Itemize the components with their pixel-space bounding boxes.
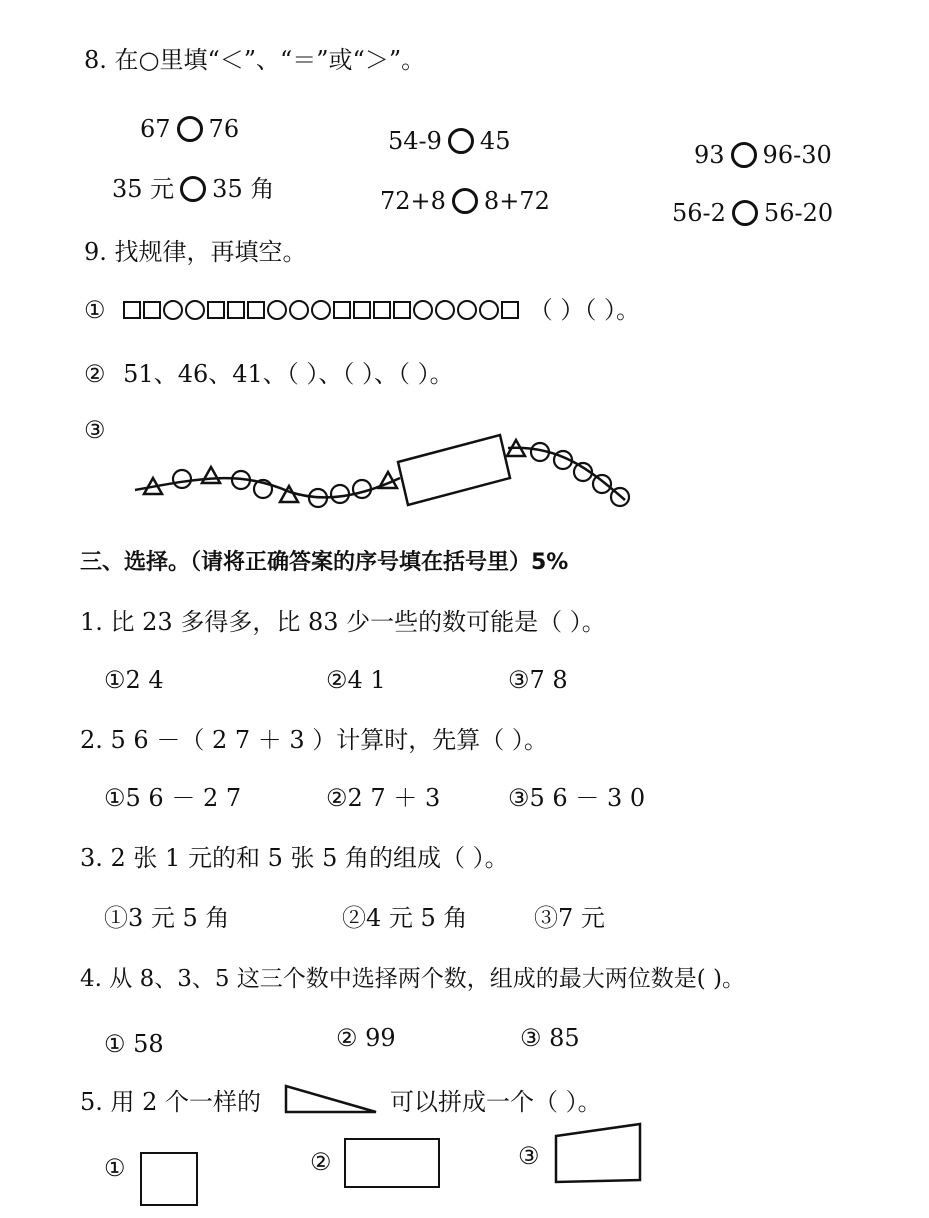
q8-title: 8. 在○里填“＜”、“＝”或“＞”。: [84, 46, 426, 74]
compare-right: 35 角: [212, 175, 275, 203]
compare-left: 56-2: [672, 199, 726, 227]
compare-right: 56-20: [763, 199, 834, 227]
option-2-3[interactable]: ③5 6 － 3 0: [508, 784, 646, 812]
compare-left: 54-9: [388, 127, 442, 155]
option-4-3[interactable]: ③ 85: [520, 1024, 580, 1052]
option-5-1[interactable]: ①: [104, 1154, 126, 1182]
question-4: 4. 从 8、3、5 这三个数中选择两个数，组成的最大两位数是( )。: [80, 966, 746, 992]
trapezoid-shape-icon: [556, 1124, 640, 1182]
option-3-1[interactable]: ①3 元 5 角: [104, 904, 230, 932]
option-3-2[interactable]: ②4 元 5 角: [342, 904, 468, 932]
compare-right: 76: [208, 115, 240, 143]
option-1-2[interactable]: ②4 1: [326, 666, 386, 694]
compare-left: 67: [140, 115, 171, 143]
section3-title: 三、选择。（请将正确答案的序号填在括号里）5%: [80, 550, 569, 575]
option-3-3[interactable]: ③7 元: [534, 904, 605, 932]
compare-left: 72+8: [380, 187, 446, 215]
question-5-part-a: 5. 用 2 个一样的: [80, 1088, 262, 1116]
option-4-2[interactable]: ② 99: [336, 1024, 396, 1052]
pattern-1-blanks[interactable]: （ ）（ ）。: [528, 296, 641, 324]
option-2-2[interactable]: ②2 7 ＋ 3: [326, 784, 441, 812]
pattern-1-label: ①: [84, 296, 106, 324]
question-3: 3. 2 张 1 元的和 5 张 5 角的组成（ ）。: [80, 844, 509, 872]
option-4-1[interactable]: ① 58: [104, 1030, 164, 1058]
question-5-part-b: 可以拼成一个（ ）。: [390, 1088, 602, 1116]
option-5-3[interactable]: ③: [518, 1142, 540, 1170]
option-5-2[interactable]: ②: [310, 1148, 332, 1176]
compare-right: 8+72: [483, 187, 550, 215]
pattern-3-label: ③: [84, 416, 106, 444]
q9-title: 9. 找规律，再填空。: [84, 238, 307, 266]
question-2: 2. 5 6 －（ 2 7 ＋ 3 ）计算时，先算（ ）。: [80, 726, 548, 754]
option-1-1[interactable]: ①2 4: [104, 666, 164, 694]
option-1-3[interactable]: ③7 8: [508, 666, 568, 694]
pattern-2-text[interactable]: 51、46、41、（ ）、（ ）、（ ）。: [123, 360, 454, 388]
question-1: 1. 比 23 多得多，比 83 少一些的数可能是（ ）。: [80, 608, 606, 636]
compare-right: 96-30: [762, 141, 832, 169]
compare-left: 35 元: [112, 175, 175, 203]
compare-left: 93: [694, 141, 725, 169]
pattern-2-label: ②: [84, 360, 106, 388]
compare-right: 45: [479, 127, 511, 155]
option-2-1[interactable]: ①5 6 － 2 7: [104, 784, 242, 812]
